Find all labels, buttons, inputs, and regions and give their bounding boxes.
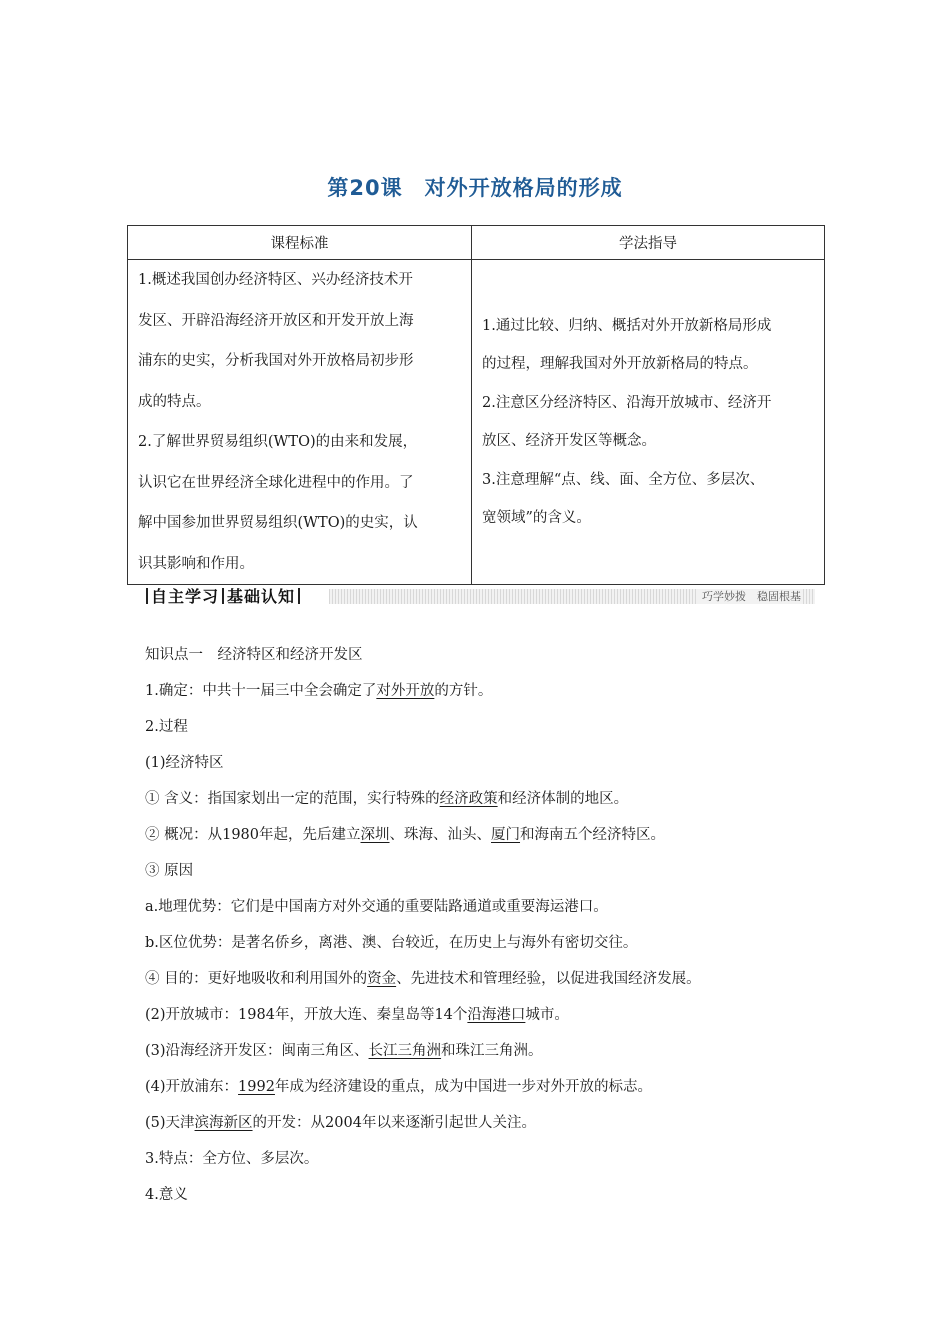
curriculum-table	[127, 225, 825, 585]
content-line	[145, 781, 825, 817]
standards-line: 浦东的史实，分析我国对外开放格局初步形	[138, 353, 414, 369]
text: 1.确定：中共十一届三中全会确定了	[145, 683, 377, 699]
standards-line: 发区、开辟沿海经济开放区和开发开放上海	[138, 312, 414, 329]
header-standards: 课程标准	[128, 226, 472, 260]
text: 城市。	[525, 1007, 569, 1023]
text: 和经济体制的地区。	[497, 791, 629, 807]
underlined-key-term: 资金	[367, 971, 397, 987]
banner-part2: 基础认知	[227, 587, 296, 606]
knowledge-content	[145, 637, 825, 1213]
content-line: 2.过程	[145, 719, 188, 735]
table-header-row	[128, 226, 825, 260]
table-body-row	[128, 260, 825, 585]
standards-line: 2.了解世界贸易组织(WTO)的由来和发展，	[138, 434, 418, 450]
banner-separator	[222, 588, 224, 604]
guidance-cell	[472, 260, 825, 585]
text: 和珠江三角洲。	[441, 1043, 543, 1059]
underlined-key-term: 对外开放	[376, 683, 435, 699]
underlined-key-term: 滨海新区	[194, 1115, 253, 1131]
text: ② 概况：从1980年起，先后建立	[145, 827, 361, 843]
text: 和海南五个经济特区。	[520, 827, 666, 843]
underlined-key-term: 长江三角洲	[368, 1043, 442, 1059]
text: (5)天津	[145, 1115, 195, 1131]
underlined-key-term: 经济政策	[439, 791, 498, 807]
standards-line: 识其影响和作用。	[138, 555, 254, 572]
underlined-key-term: 沿海港口	[467, 1007, 526, 1023]
content-line: a.地理优势：它们是中国南方对外交通的重要陆路通道或重要海运港口。	[145, 899, 608, 915]
content-line: (1)经济特区	[145, 755, 224, 771]
content-line	[145, 1069, 825, 1105]
standards-line: 1.概述我国创办经济特区、兴办经济技术开	[138, 272, 413, 288]
guidance-line: 宽领域”的含义。	[482, 510, 591, 526]
lesson-title: 第20课 对外开放格局的形成	[327, 176, 623, 200]
underlined-key-term: 1992	[238, 1079, 275, 1095]
text: 的方针。	[434, 683, 493, 699]
section-banner	[143, 586, 815, 607]
text: (3)沿海经济开发区：闽南三角区、	[145, 1043, 369, 1059]
header-guidance: 学法指导	[472, 226, 825, 260]
underlined-key-term: 厦门	[491, 827, 521, 843]
content-line	[145, 673, 825, 709]
guidance-line: 3.注意理解“点、线、面、全方位、多层次、	[482, 471, 765, 488]
banner-tag	[143, 586, 303, 607]
content-line: b.区位优势：是著名侨乡，离港、澳、台较近，在历史上与海外有密切交往。	[145, 935, 638, 951]
standards-line: 解中国参加世界贸易组织(WTO)的史实，认	[138, 515, 418, 531]
guidance-line: 2.注意区分经济特区、沿海开放城市、经济开	[482, 394, 772, 411]
guidance-line: 放区、经济开发区等概念。	[482, 433, 656, 449]
text: 年成为经济建设的重点，成为中国进一步对外开放的标志。	[274, 1079, 652, 1095]
content-line	[145, 817, 825, 853]
section-heading: 知识点一 经济特区和经济开发区	[145, 647, 363, 663]
banner-separator	[146, 588, 148, 604]
banner-separator	[298, 588, 300, 604]
text: ④ 目的：更好地吸收和利用国外的	[145, 971, 368, 987]
text: ① 含义：指国家划出一定的范围，实行特殊的	[145, 791, 440, 807]
content-line: 3.特点：全方位、多层次。	[145, 1151, 319, 1167]
content-line	[145, 1105, 825, 1141]
standards-cell	[128, 260, 472, 585]
content-line	[145, 961, 825, 997]
content-line: ③ 原因	[145, 863, 194, 879]
text: (2)开放城市：1984年，开放大连、秦皇岛等14个	[145, 1007, 468, 1023]
banner-part1: 自主学习	[151, 587, 220, 606]
banner-subtitle: 巧学妙拨 稳固根基	[696, 589, 801, 604]
text: 、先进技术和管理经验，以促进我国经济发展。	[396, 971, 701, 987]
content-line: 4.意义	[145, 1187, 188, 1203]
standards-line: 成的特点。	[138, 393, 211, 410]
guidance-line: 的过程，理解我国对外开放新格局的特点。	[482, 356, 758, 372]
text: (4)开放浦东：	[145, 1079, 239, 1095]
content-line	[145, 997, 825, 1033]
guidance-line: 1.通过比较、归纳、概括对外开放新格局形成	[482, 317, 772, 334]
underlined-key-term: 深圳	[360, 827, 390, 843]
text: 、珠海、汕头、	[389, 827, 492, 843]
content-line	[145, 1033, 825, 1069]
text: 的开发：从2004年以来逐渐引起世人关注。	[252, 1115, 536, 1131]
standards-line: 认识它在世界经济全球化进程中的作用。了	[138, 474, 414, 491]
